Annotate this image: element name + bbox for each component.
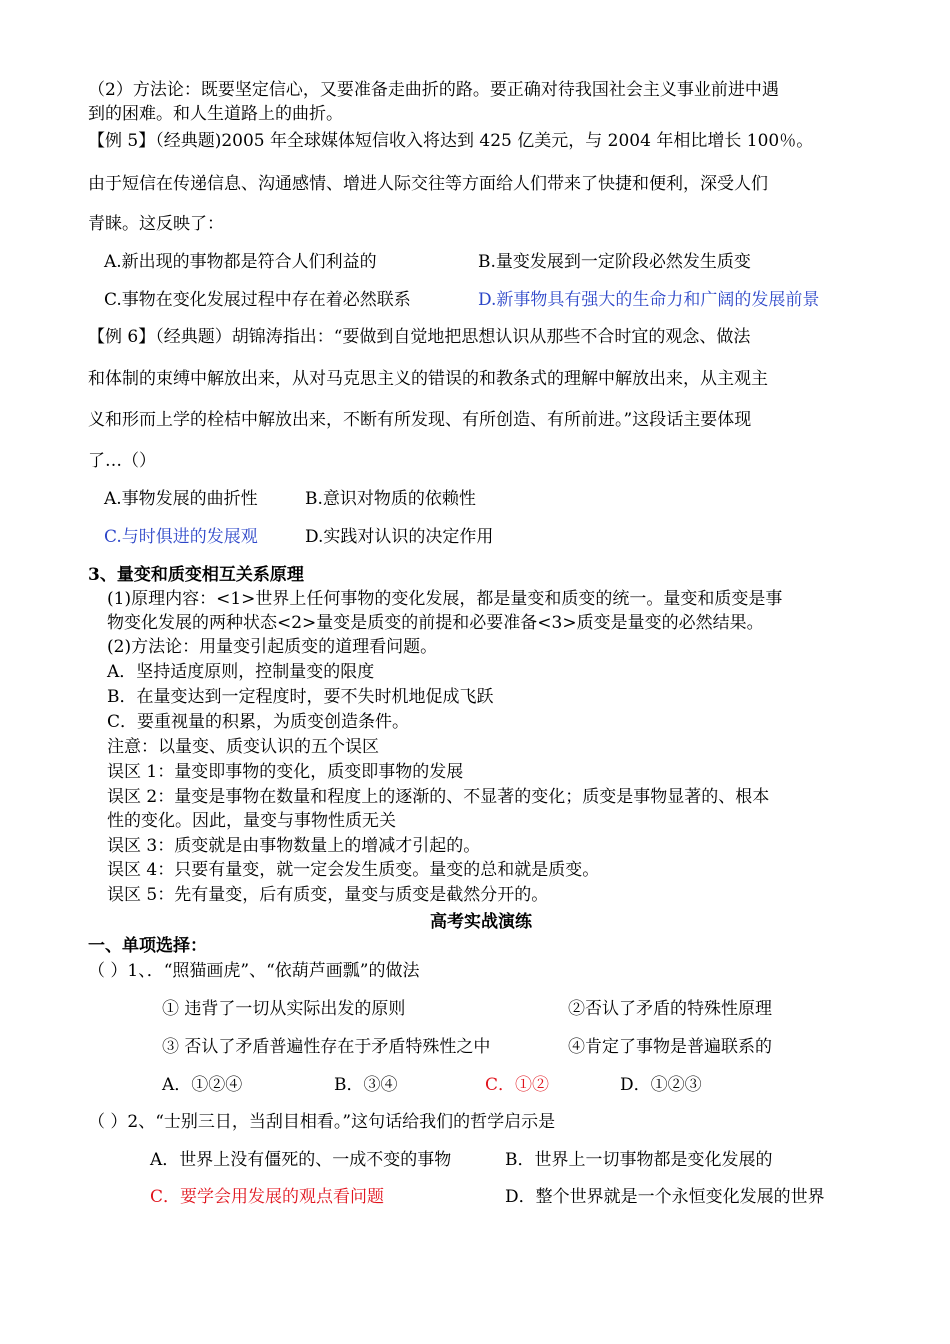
question-2-stem: （ ）2、“士别三日，当刮目相看。”这句话给我们的哲学启示是 [88,1112,556,1132]
misconception-5: 误区 5：先有量变，后有质变，量变与质变是截然分开的。 [107,885,549,905]
single-choice-heading: 一、单项选择： [88,936,207,956]
misconception-4: 误区 4：只要有量变，就一定会发生质变。量变的总和就是质变。 [107,860,600,880]
example6-stem-line-3: 义和形而上学的栓桔中解放出来，不断有所发现、有所创造、有所前进。”这段话主要体现 [88,410,752,430]
method-point-c: C．要重视量的积累，为质变创造条件。 [107,712,410,732]
principle-line-1: (1)原理内容：<1>世界上任何事物的变化发展，都是量变和质变的统一。量变和质变是事 [107,589,783,609]
question-1-statement-4: ④肯定了事物是普遍联系的 [568,1037,772,1057]
example5-option-a: A.新出现的事物都是符合人们利益的 [104,252,377,272]
example6-option-d: D.实践对认识的决定作用 [305,527,494,547]
example6-option-b: B.意识对物质的依赖性 [305,489,476,509]
method-line-2: 到的困难。和人生道路上的曲折。 [88,104,343,124]
misconception-3: 误区 3：质变就是由事物数量上的增减才引起的。 [107,836,481,856]
question-1-option-a: A．①②④ [162,1075,243,1095]
misconception-2-line-2: 性的变化。因此，量变与事物性质无关 [107,811,396,831]
method-point-a: A．坚持适度原则，控制量变的限度 [107,662,375,682]
example5-stem-line-2: 由于短信在传递信息、沟通感情、增进人际交往等方面给人们带来了快捷和便利，深受人们 [88,174,768,194]
question-2-option-d: D．整个世界就是一个永恒变化发展的世界 [505,1187,825,1207]
example5-stem-line-1: 【例 5】（经典题)2005 年全球媒体短信收入将达到 425 亿美元，与 2004 年相比增长 100％。 [88,131,814,151]
example6-stem-line-1: 【例 6】（经典题）胡锦涛指出：“要做到自觉地把思想认识从那些不合时宜的观念、做法 [88,327,751,347]
practice-title: 高考实战演练 [430,912,532,932]
principle-line-2: 物变化发展的两种状态<2>量变是质变的前提和必要准备<3>质变是量变的必然结果。 [107,613,764,633]
note-heading: 注意：以量变、质变认识的五个误区 [107,737,379,757]
example6-stem-line-2: 和体制的束缚中解放出来，从对马克思主义的错误的和教条式的理解中解放出来，从主观主 [88,369,768,389]
example6-stem-line-4: 了…（） [88,451,156,471]
question-1-statement-3: ③ 否认了矛盾普遍性存在于矛盾特殊性之中 [162,1037,491,1057]
example6-option-c-answer: C.与时俱进的发展观 [104,527,258,547]
example5-option-b: B.量变发展到一定阶段必然发生质变 [478,252,751,272]
question-1-option-d: D．①②③ [620,1075,702,1095]
example5-option-d-answer: D.新事物具有强大的生命力和广阔的发展前景 [478,290,820,310]
misconception-1: 误区 1：量变即事物的变化，质变即事物的发展 [107,762,464,782]
question-1-statement-2: ②否认了矛盾的特殊性原理 [568,999,772,1019]
misconception-2-line-1: 误区 2：量变是事物在数量和程度上的逐渐的、不显著的变化；质变是事物显著的、根本 [107,787,770,807]
method-point-b: B．在量变达到一定程度时，要不失时机地促成飞跃 [107,687,494,707]
question-2-option-c-answer: C．要学会用发展的观点看问题 [150,1187,385,1207]
methodology-line: (2)方法论：用量变引起质变的道理看问题。 [107,637,438,657]
example6-option-a: A.事物发展的曲折性 [104,489,258,509]
question-1-option-b: B．③④ [334,1075,398,1095]
question-1-stem: （ ）1、．“照猫画虎”、“依葫芦画瓢”的做法 [88,961,420,981]
section3-heading: 3、量变和质变相互关系原理 [88,565,304,585]
example5-stem-line-3: 青睐。这反映了： [88,214,224,234]
method-line-1: （2）方法论：既要坚定信心，又要准备走曲折的路。要正确对待我国社会主义事业前进中遇 [88,80,779,100]
question-1-statement-1: ① 违背了一切从实际出发的原则 [162,999,406,1019]
example5-option-c: C.事物在变化发展过程中存在着必然联系 [104,290,411,310]
question-2-option-b: B．世界上一切事物都是变化发展的 [505,1150,773,1170]
question-1-option-c-answer: C．①② [485,1075,550,1095]
question-2-option-a: A．世界上没有僵死的、一成不变的事物 [150,1150,452,1170]
